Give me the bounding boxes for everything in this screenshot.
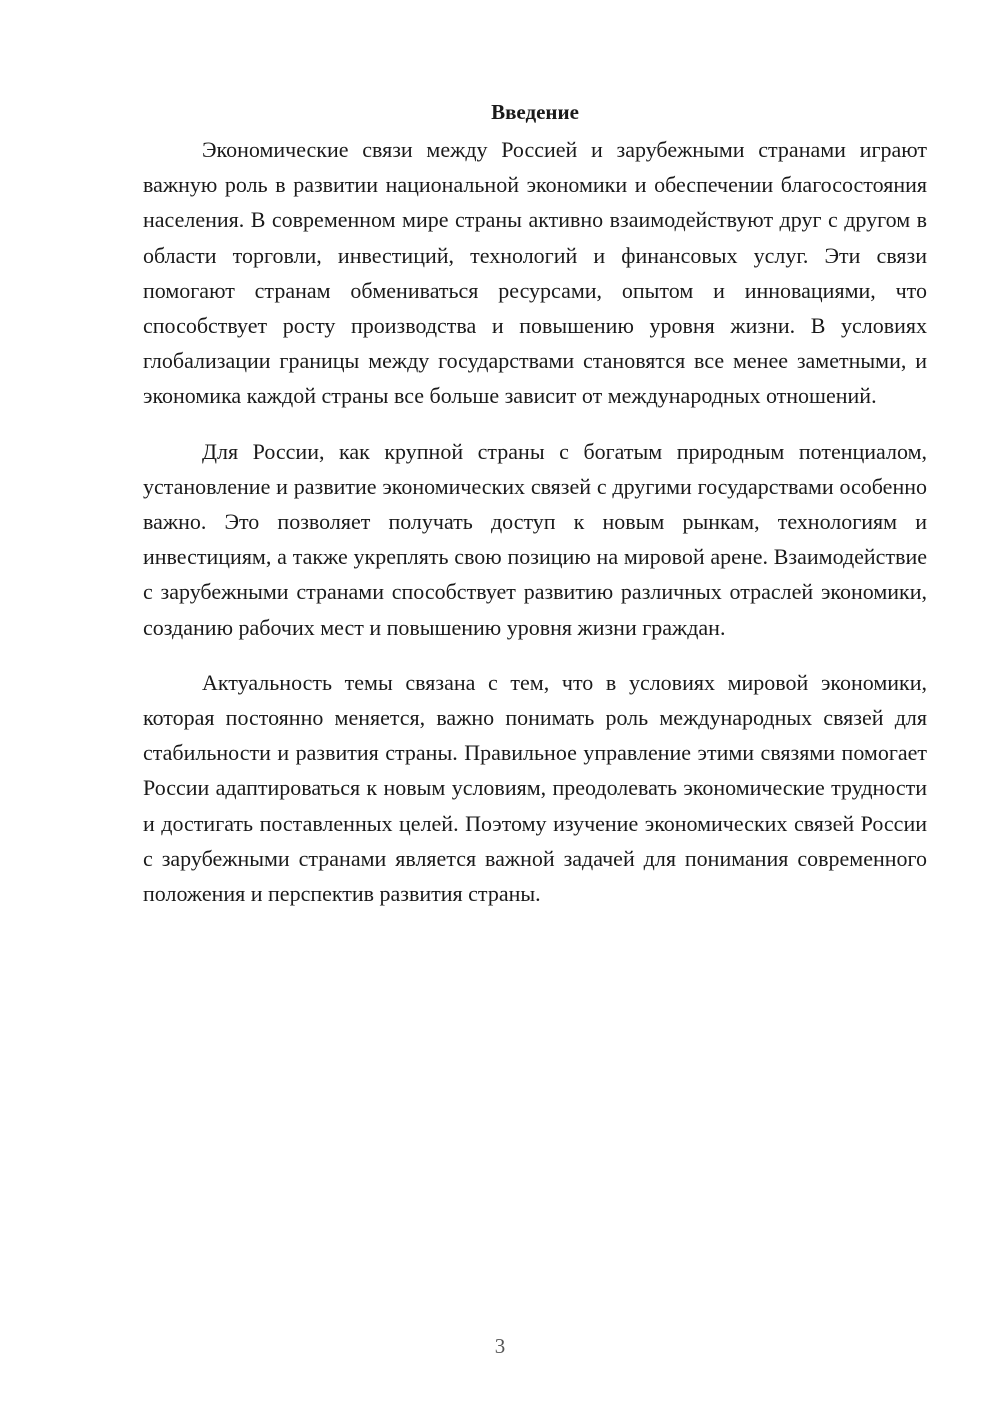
page-number: 3 [494, 1334, 506, 1358]
section-title: Введение [491, 100, 579, 124]
page-content [143, 96, 927, 931]
paragraph-3: Актуальность темы связана с тем, что в условиях мировой экономики, которая постоянно меняется, важно понимать роль международных связей для стабильности и развития страны. Правильное управление этими связями помогает России адаптироваться к новым условиям, преодолевать экономические трудности и достигать поставленных целей. Поэтому изучение экономических связей России с зарубежными странами является важной задачей для понимания современного положения и перспектив развития страны. [143, 669, 927, 907]
paragraph-2: Для России, как крупной страны с богатым природным потенциалом, установление и развитие экономических связей с другими государствами особенно важно. Это позволяет получать доступ к новым рынкам, технологиям и инвестициям, а также укреплять свою позицию на мировой арене. Взаимодействие с зарубежными странами способствует развитию различных отраслей экономики, созданию рабочих мест и повышению уровня жизни граждан. [143, 438, 927, 640]
paragraph-1: Экономические связи между Россией и зарубежными странами играют важную роль в развитии национальной экономики и обеспечении благосостояния населения. В современном мире страны активно взаимодействуют друг с другом в области торговли, инвестиций, технологий и финансовых услуг. Эти связи помогают странам обмениваться ресурсами, опытом и инновациями, что способствует росту производства и повышению уровня жизни. В условиях глобализации границы между государствами становятся все менее заметными, и экономика каждой страны все больше зависит от международных отношений. [143, 137, 927, 409]
